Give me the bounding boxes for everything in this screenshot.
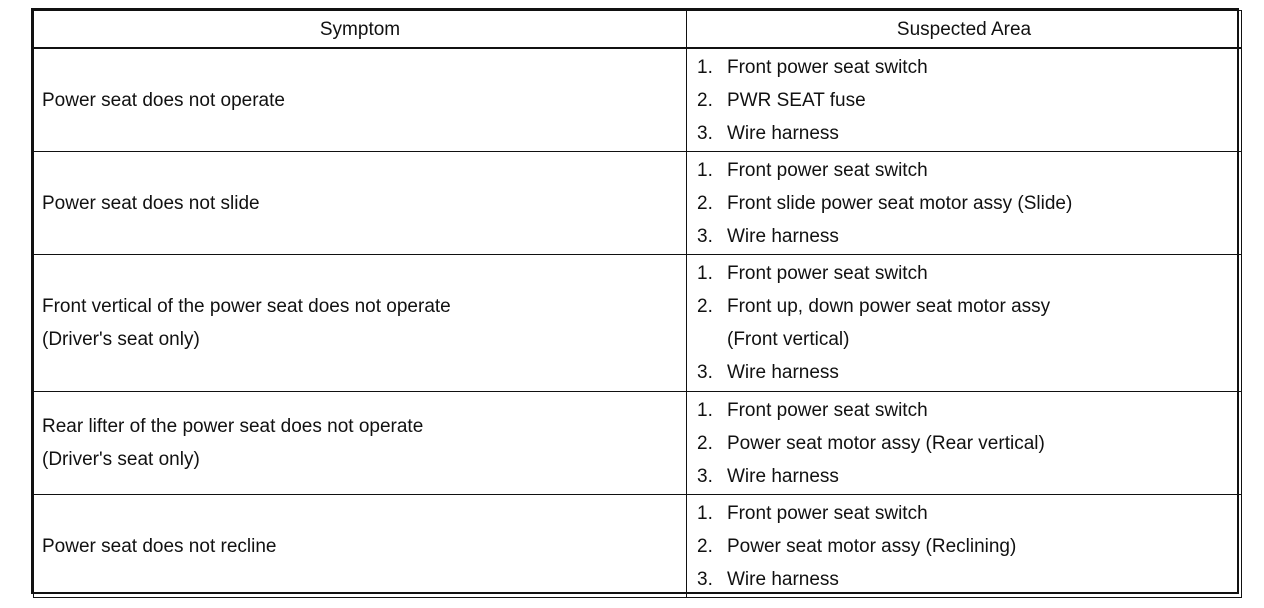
suspected-area-column-header: Suspected Area [687, 11, 1242, 49]
troubleshooting-table [33, 10, 1242, 598]
suspected-area-item [697, 154, 1233, 187]
suspected-area-item [697, 460, 1233, 493]
item-text: Front up, down power seat motor assy [727, 296, 1051, 317]
item-text: Front power seat switch [727, 399, 928, 421]
table-row [34, 495, 1242, 598]
item-number: 3. [697, 225, 713, 247]
suspected-area-cell [687, 255, 1242, 392]
item-text: Front power seat switch [727, 56, 928, 78]
item-text: Front slide power seat motor assy (Slide) [727, 192, 1073, 214]
symptom-text: Power seat does not operate [42, 89, 285, 111]
symptom-cell [34, 495, 687, 598]
item-number: 1. [697, 399, 713, 421]
table-row [34, 152, 1242, 255]
item-number: 3. [697, 122, 713, 144]
item-number: 3. [697, 568, 713, 590]
suspected-area-item [697, 187, 1233, 220]
item-number: 2. [697, 192, 713, 214]
suspected-area-item [697, 394, 1233, 427]
item-text: PWR SEAT fuse [727, 89, 866, 111]
suspected-area-cell [687, 495, 1242, 598]
item-number: 3. [697, 465, 713, 487]
item-text: Front power seat switch [727, 263, 928, 284]
item-text: Wire harness [727, 568, 839, 590]
item-number: 1. [697, 159, 713, 181]
symptom-text: Power seat does not slide [42, 192, 260, 214]
item-text: Power seat motor assy (Rear vertical) [727, 432, 1045, 454]
symptom-cell [34, 255, 687, 392]
item-text: Power seat motor assy (Reclining) [727, 535, 1017, 557]
item-number: 2. [697, 535, 713, 557]
suspected-area-item [697, 117, 1233, 150]
suspected-area-item [697, 497, 1233, 530]
table-row [34, 255, 1242, 392]
table-header-row [34, 11, 1242, 49]
table-row [34, 392, 1242, 495]
item-text: Wire harness [727, 225, 839, 247]
item-number: 2. [697, 296, 713, 317]
suspected-area-item [697, 290, 1233, 356]
item-number: 2. [697, 89, 713, 111]
symptom-text: Rear lifter of the power seat does not operate [42, 416, 424, 437]
suspected-area-item [697, 257, 1233, 290]
suspected-area-item [697, 84, 1233, 117]
item-text: Wire harness [727, 122, 839, 144]
item-text: (Front vertical) [727, 329, 850, 350]
suspected-area-item [697, 356, 1233, 389]
suspected-area-item [697, 530, 1233, 563]
suspected-area-item [697, 427, 1233, 460]
suspected-area-cell [687, 392, 1242, 495]
troubleshooting-table-container [31, 8, 1239, 594]
item-number: 1. [697, 56, 713, 78]
suspected-area-item [697, 220, 1233, 253]
item-number: 2. [697, 432, 713, 454]
item-number: 1. [697, 502, 713, 524]
item-text: Front power seat switch [727, 502, 928, 524]
symptom-cell [34, 152, 687, 255]
symptom-text: (Driver's seat only) [42, 449, 200, 470]
item-number: 3. [697, 362, 713, 383]
item-text: Wire harness [727, 362, 839, 383]
suspected-area-cell [687, 48, 1242, 152]
suspected-area-item [697, 563, 1233, 596]
symptom-text: Front vertical of the power seat does not operate [42, 296, 451, 317]
item-text: Wire harness [727, 465, 839, 487]
symptom-column-header: Symptom [34, 11, 687, 49]
symptom-cell [34, 392, 687, 495]
symptom-cell [34, 48, 687, 152]
table-row [34, 48, 1242, 152]
symptom-text: Power seat does not recline [42, 535, 277, 557]
suspected-area-cell [687, 152, 1242, 255]
symptom-text: (Driver's seat only) [42, 329, 200, 350]
item-number: 1. [697, 263, 713, 284]
item-text: Front power seat switch [727, 159, 928, 181]
suspected-area-item [697, 51, 1233, 84]
